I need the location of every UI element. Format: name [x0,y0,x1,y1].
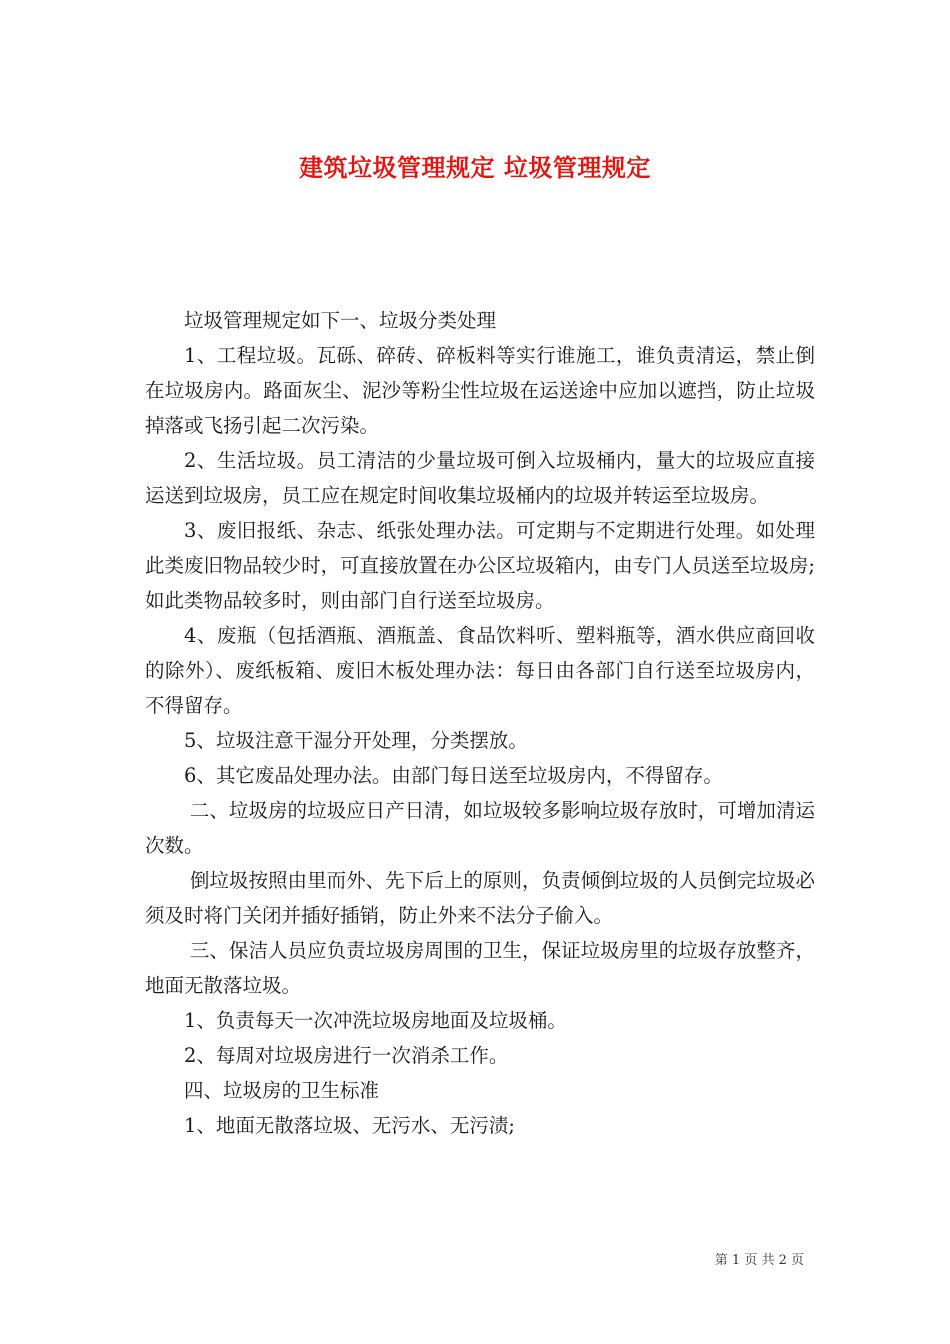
page-number-indicator: 第 1 页 共 2 页 [714,1253,804,1268]
paragraph-section-four: 四、垃圾房的卫生标准 [184,1079,380,1102]
paragraph-bottle-waste: 4、废瓶（包括酒瓶、酒瓶盖、食品饮料听、塑料瓶等，酒水供应商回收的除外）、废纸板箱、废旧木板处理办法：每日由各部门自行送至垃圾房内，不得留存。 [145,624,815,717]
paragraph-hygiene-standard-1: 1、地面无散落垃圾、无污水、无污渍; [184,1114,515,1137]
document-body [145,303,815,1143]
paragraph-section-two: 二、垃圾房的垃圾应日产日清，如垃圾较多影响垃圾存放时，可增加清运次数。 [145,799,815,857]
paragraph-intro: 垃圾管理规定如下一、垃圾分类处理 [184,309,497,332]
paragraph-dumping-rules: 倒垃圾按照由里而外、先下后上的原则，负责倾倒垃圾的人员倒完垃圾必须及时将门关闭并插好插销，防止外来不法分子偷入。 [145,869,815,927]
paragraph-weekly-disinfect: 2、每周对垃圾房进行一次消杀工作。 [184,1044,509,1067]
paragraph-daily-wash: 1、负责每天一次冲洗垃圾房地面及垃圾桶。 [184,1009,567,1032]
paragraph-wet-dry-separation: 5、垃圾注意干湿分开处理，分类摆放。 [184,729,528,752]
paragraph-paper-waste: 3、废旧报纸、杂志、纸张处理办法。可定期与不定期进行处理。如处理此类废旧物品较少时，可直接放置在办公区垃圾箱内，由专门人员送至垃圾房;如此类物品较多时，则由部门自行送至垃圾房。 [145,519,815,612]
paragraph-household-waste: 2、生活垃圾。员工清洁的少量垃圾可倒入垃圾桶内，量大的垃圾应直接运送到垃圾房，员工应在规定时间收集垃圾桶内的垃圾并转运至垃圾房。 [145,449,815,507]
document-title: 建筑垃圾管理规定 垃圾管理规定 [299,153,651,183]
paragraph-other-waste: 6、其它废品处理办法。由部门每日送至垃圾房内，不得留存。 [184,764,723,787]
paragraph-engineering-waste: 1、工程垃圾。瓦砾、碎砖、碎板料等实行谁施工，谁负责清运，禁止倒在垃圾房内。路面灰尘、泥沙等粉尘性垃圾在运送途中应加以遮挡，防止垃圾掉落或飞扬引起二次污染。 [145,344,815,437]
paragraph-section-three: 三、保洁人员应负责垃圾房周围的卫生，保证垃圾房里的垃圾存放整齐，地面无散落垃圾。 [145,939,815,997]
